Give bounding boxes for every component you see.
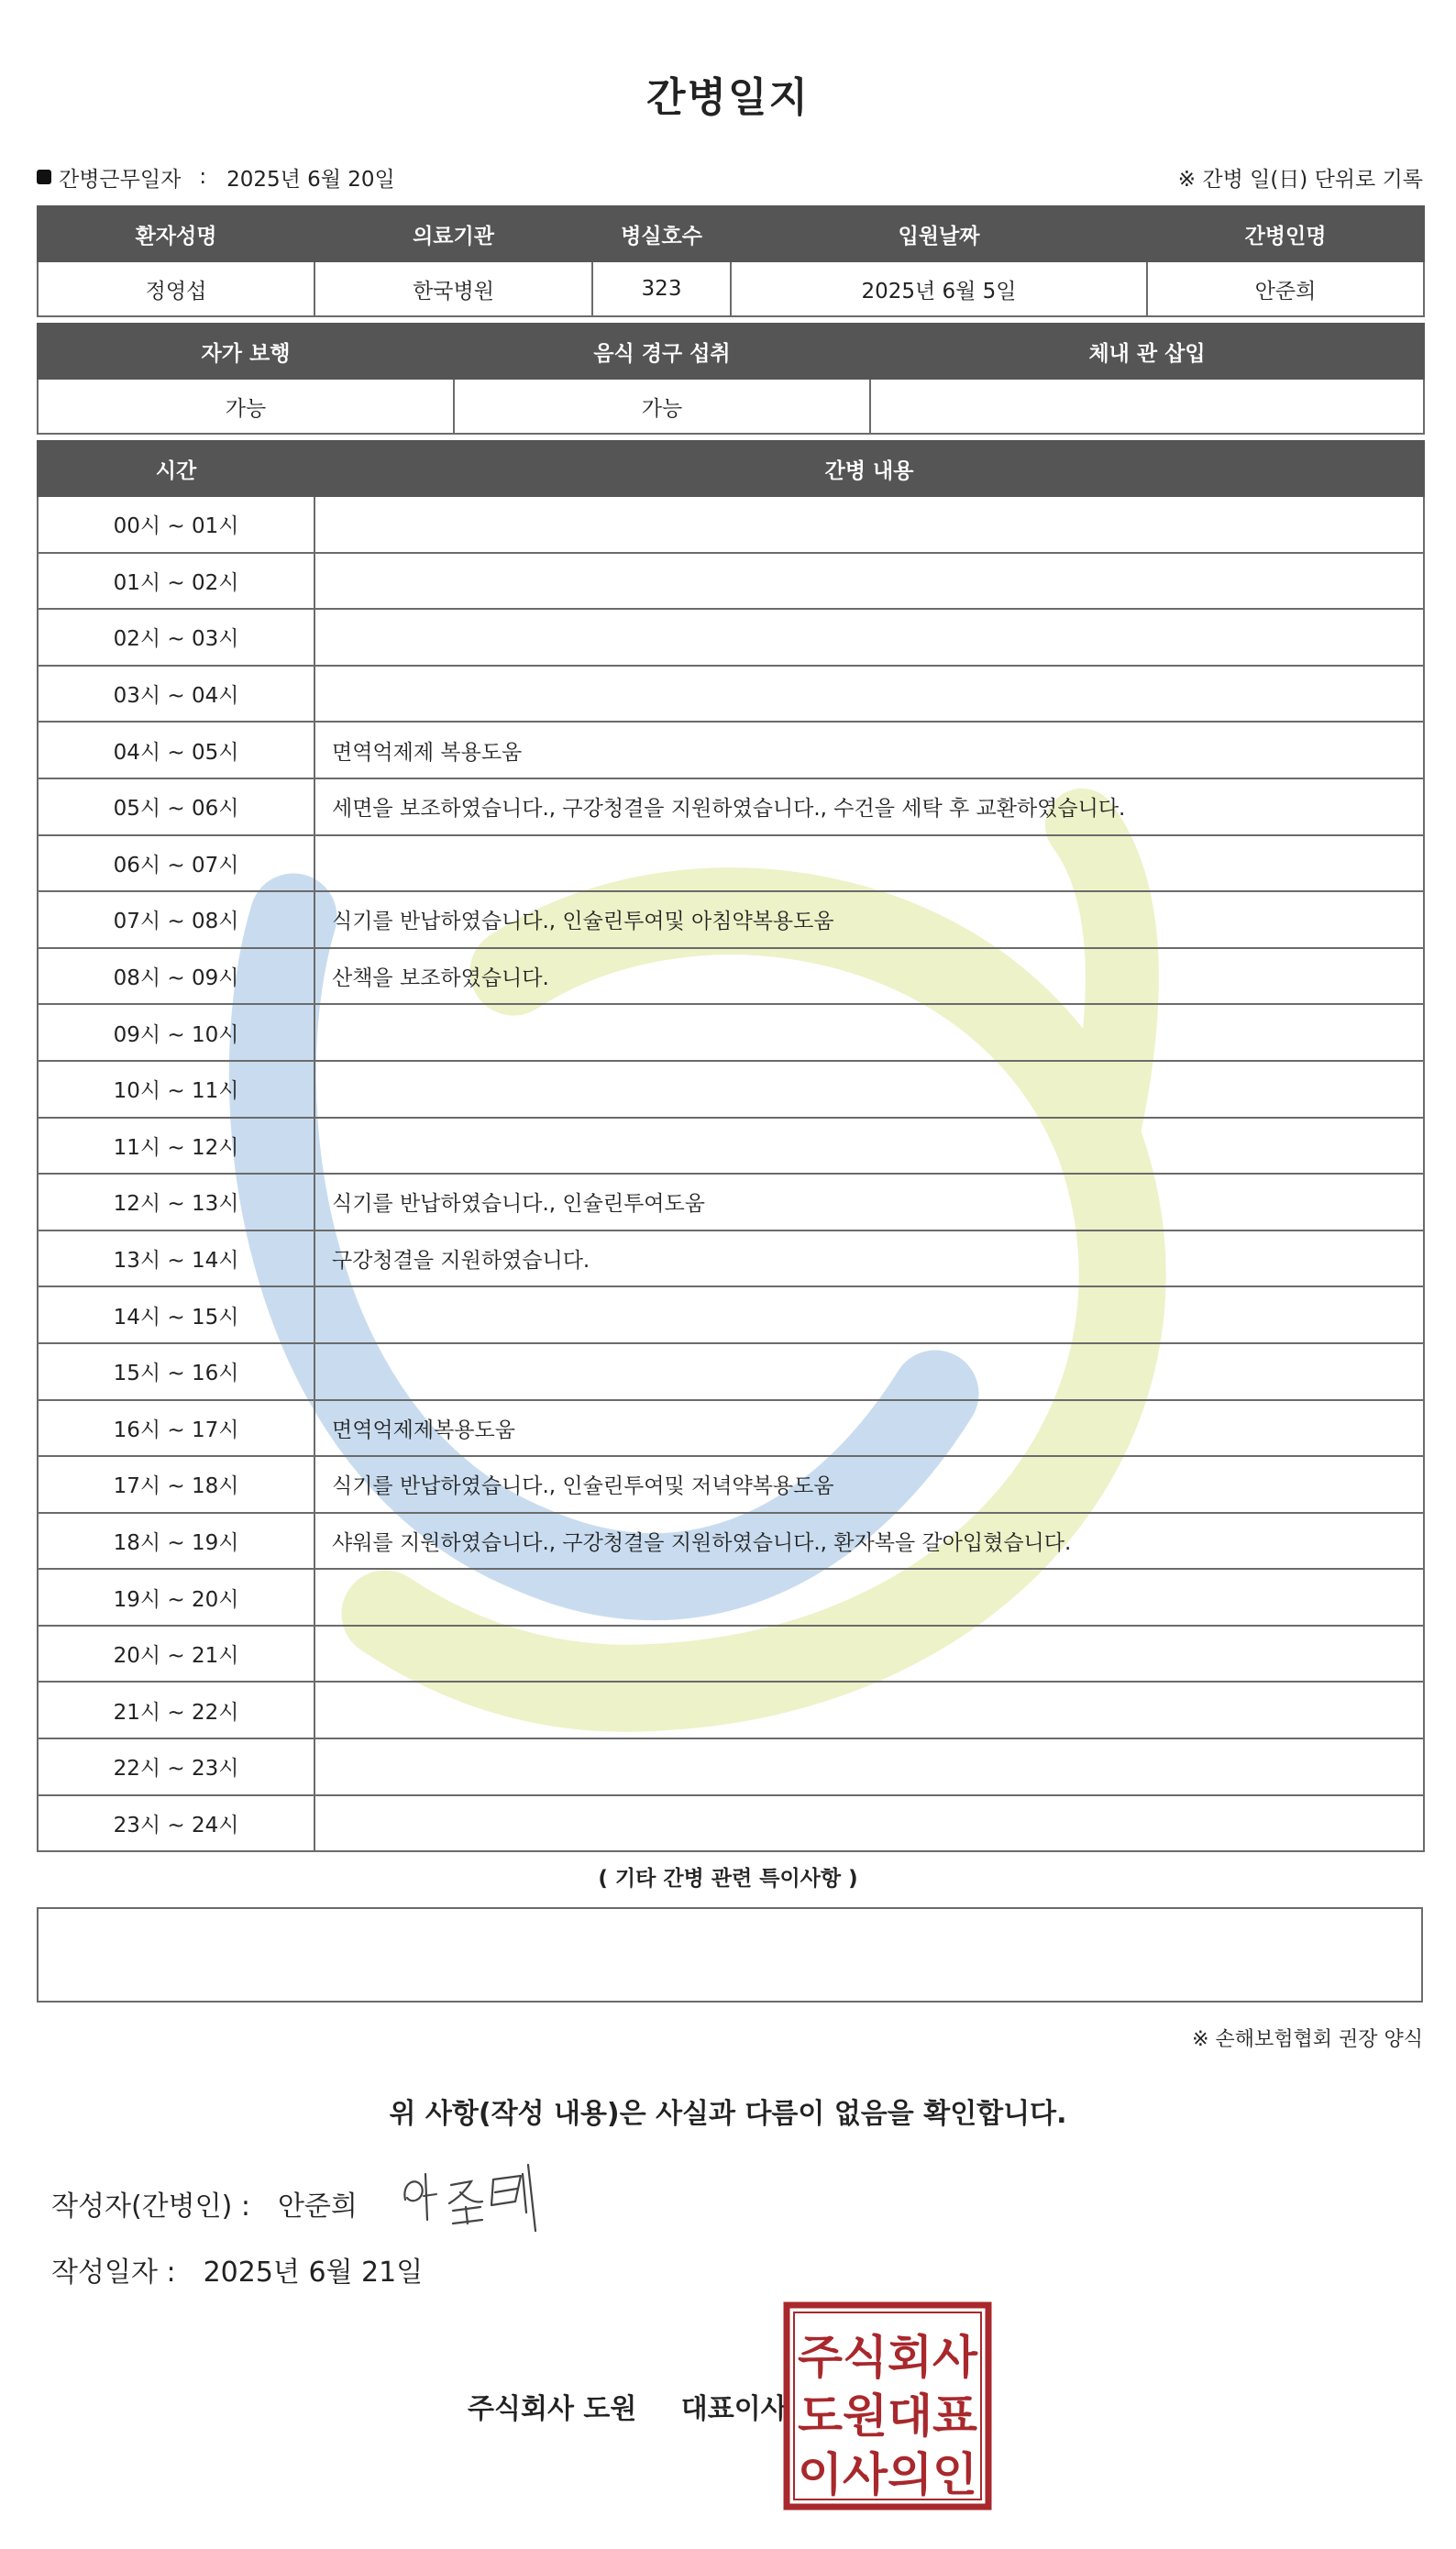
care-log-row [38,496,1424,553]
seal-line-3: 이사의인 [798,2448,977,2501]
care-time-cell: 19시 ~ 20시 [38,1569,314,1626]
seal-line-2: 도원대표 [798,2389,978,2443]
unit-note: ※ 간병 일(日) 단위로 기록 [1177,167,1423,192]
admission-date: 2025년 6월 5일 [731,261,1147,316]
care-log-row [38,1626,1424,1683]
self-walking-value: 가능 [38,379,454,434]
care-content-cell [314,1343,1424,1400]
seal-line-1: 주식회사 [798,2331,978,2384]
caregiver-name: 안준희 [1147,261,1424,316]
work-date-label: 간병근무일자 [59,167,182,192]
written-date-row [51,2248,423,2290]
care-content-cell [314,1286,1424,1343]
care-content-cell [314,609,1424,666]
care-time-cell: 01시 ~ 02시 [38,553,314,610]
care-time-cell: 07시 ~ 08시 [38,891,314,948]
care-content-cell [314,553,1424,610]
header-time: 시간 [38,441,314,496]
care-time-cell: 10시 ~ 11시 [38,1061,314,1118]
care-log-row [38,835,1424,892]
document-title: 간병일지 [645,74,810,121]
care-log-row [38,722,1424,778]
patient-info-header-row [38,206,1424,261]
writer-label: 작성자(간병인) : [51,2190,250,2223]
care-log-body [38,496,1424,1851]
care-log-table [37,440,1425,1852]
care-log-row [38,1569,1424,1626]
care-content-cell: 샤워를 지원하였습니다., 구강청결을 지원하였습니다., 환자복을 갈아입혔습니다. [314,1513,1424,1570]
care-log-row [38,891,1424,948]
care-time-cell: 21시 ~ 22시 [38,1682,314,1738]
care-content-cell [314,666,1424,723]
care-log-row [38,553,1424,610]
care-time-cell: 17시 ~ 18시 [38,1456,314,1513]
care-content-cell [314,1626,1424,1683]
header-tube-insertion: 체내 관 삽입 [870,324,1424,379]
patient-status-table [37,323,1425,435]
patient-name: 정영섭 [38,261,314,316]
hospital-name: 한국병원 [314,261,592,316]
writer-name: 안준희 [277,2190,358,2223]
care-time-cell: 15시 ~ 16시 [38,1343,314,1400]
care-content-cell [314,1004,1424,1061]
oral-intake-value: 가능 [454,379,870,434]
care-log-header-row [38,441,1424,496]
company-seal [783,2301,992,2510]
care-time-cell: 20시 ~ 21시 [38,1626,314,1683]
care-content-cell [314,1795,1424,1852]
care-log-row [38,1795,1424,1852]
care-content-cell: 산책을 보조하였습니다. [314,948,1424,1005]
care-time-cell: 06시 ~ 07시 [38,835,314,892]
patient-status-header-row [38,324,1424,379]
patient-info-value-row [38,261,1424,316]
care-time-cell: 09시 ~ 10시 [38,1004,314,1061]
writer-row [51,2180,554,2226]
care-log-row [38,1682,1424,1738]
care-log-row [38,1738,1424,1795]
written-date-value: 2025년 6월 21일 [203,2257,424,2289]
handwritten-signature [398,2156,554,2238]
care-log-row [38,1343,1424,1400]
header-admission-date: 입원날짜 [731,206,1147,261]
care-content-cell [314,1061,1424,1118]
care-content-cell: 식기를 반납하였습니다., 인슐린투여도움 [314,1174,1424,1230]
care-log-row [38,1004,1424,1061]
tube-insertion-value [870,379,1424,434]
care-content-cell: 면역억제제 복용도움 [314,722,1424,778]
header-oral-intake: 음식 경구 섭취 [454,324,870,379]
care-content-cell [314,1118,1424,1175]
care-time-cell: 18시 ~ 19시 [38,1513,314,1570]
care-log-row [38,1230,1424,1287]
room-number: 323 [592,261,731,316]
company-signature-line [468,2386,788,2426]
care-content-cell: 식기를 반납하였습니다., 인슐린투여및 아침약복용도움 [314,891,1424,948]
care-content-cell: 식기를 반납하였습니다., 인슐린투여및 저녁약복용도움 [314,1456,1424,1513]
written-date-label: 작성일자 : [51,2257,176,2289]
care-content-cell [314,835,1424,892]
care-log-row [38,1061,1424,1118]
care-time-cell: 04시 ~ 05시 [38,722,314,778]
care-time-cell: 14시 ~ 15시 [38,1286,314,1343]
care-content-cell [314,1682,1424,1738]
care-time-cell: 12시 ~ 13시 [38,1174,314,1230]
care-time-cell: 00시 ~ 01시 [38,496,314,553]
header-caregiver-name: 간병인명 [1147,206,1424,261]
notes-title: ( 기타 간병 관련 특이사항 ) [598,1867,858,1891]
recommendation-note: ※ 손해보험협회 권장 양식 [1192,2028,1423,2051]
care-time-cell: 16시 ~ 17시 [38,1400,314,1457]
care-log-row [38,948,1424,1005]
header-hospital: 의료기관 [314,206,592,261]
care-log-row [38,666,1424,723]
header-care-content: 간병 내용 [314,441,1424,496]
care-content-cell [314,1738,1424,1795]
notes-box [37,1907,1423,2003]
care-content-cell: 세면을 보조하였습니다., 구강청결을 지원하였습니다., 수건을 세탁 후 교환하였습니다. [314,778,1424,835]
care-time-cell: 22시 ~ 23시 [38,1738,314,1795]
care-time-cell: 03시 ~ 04시 [38,666,314,723]
header-patient-name: 환자성명 [38,206,314,261]
care-time-cell: 08시 ~ 09시 [38,948,314,1005]
representative-title: 대표이사 [680,2393,788,2425]
header-room-number: 병실호수 [592,206,731,261]
care-content-cell: 면역억제제복용도움 [314,1400,1424,1457]
work-date-colon: : [199,165,207,189]
confirmation-statement: 위 사항(작성 내용)은 사실과 다름이 없음을 확인합니다. [389,2098,1067,2130]
care-log-row [38,1513,1424,1570]
work-date-value: 2025년 6월 20일 [226,167,395,192]
care-content-cell [314,496,1424,553]
company-name: 주식회사 도원 [468,2393,637,2425]
care-log-row [38,1400,1424,1457]
care-time-cell: 05시 ~ 06시 [38,778,314,835]
care-log-row [38,1174,1424,1230]
care-log-row [38,778,1424,835]
care-content-cell [314,1569,1424,1626]
meta-row [37,160,1423,193]
care-content-cell: 구강청결을 지원하였습니다. [314,1230,1424,1287]
care-log-row [38,1286,1424,1343]
work-date [37,162,395,193]
care-time-cell: 13시 ~ 14시 [38,1230,314,1287]
care-time-cell: 11시 ~ 12시 [38,1118,314,1175]
care-log-row [38,1456,1424,1513]
patient-info-table [37,205,1425,317]
care-log-row [38,609,1424,666]
care-log-row [38,1118,1424,1175]
care-time-cell: 23시 ~ 24시 [38,1795,314,1852]
patient-status-value-row [38,379,1424,434]
care-time-cell: 02시 ~ 03시 [38,609,314,666]
bullet-square-icon [37,170,51,184]
header-self-walking: 자가 보행 [38,324,454,379]
